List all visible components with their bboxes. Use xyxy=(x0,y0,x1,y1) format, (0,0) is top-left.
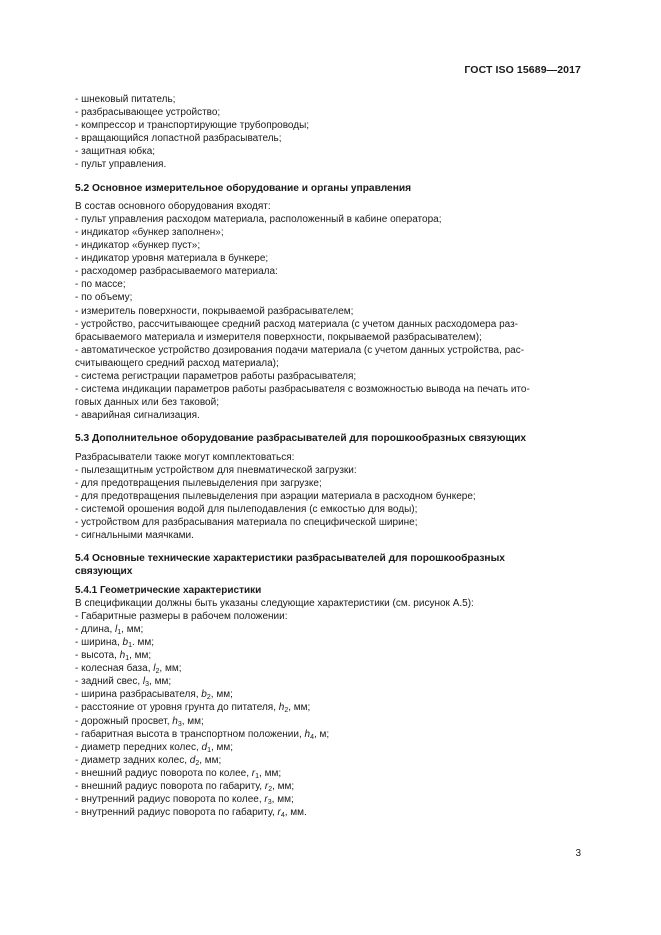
parameter-unit: , мм; xyxy=(288,702,311,714)
list-item: - компрессор и транспортирующие трубопроводы; xyxy=(75,120,310,132)
parameter-unit: , мм; xyxy=(210,741,234,753)
list-item: - для предотвращения пылевыделения при аэрации материала в расходном бункере; xyxy=(75,490,476,502)
parameter-label: - диаметр передних колес, xyxy=(75,741,202,753)
list-item: - измеритель поверхности, покрываемой разбрасывателем; xyxy=(75,305,354,317)
parameter-symbol: d xyxy=(189,754,196,766)
parameter-item xyxy=(75,675,586,688)
parameter-unit: , мм; xyxy=(181,715,204,727)
document-header: ГОСТ ISO 15689—2017 xyxy=(464,64,581,76)
parameter-symbol: r xyxy=(277,807,281,819)
list-item: - шнековый питатель; xyxy=(75,94,176,105)
parameter-item xyxy=(75,728,586,741)
parameter-label: - диаметр задних колес, xyxy=(75,754,190,766)
parameter-symbol: h xyxy=(278,702,285,714)
parameter-unit: , мм; xyxy=(159,663,182,675)
parameter-item xyxy=(75,806,586,819)
list-item: - система индикации параметров работы разбрасывателя с возможностью вывода на печать ито- xyxy=(75,384,530,396)
parameter-label: - дорожный просвет, xyxy=(75,715,173,727)
parameter-unit: , м; xyxy=(314,728,330,740)
list-item: - пульт управления расходом материала, расположенный в кабине оператора; xyxy=(75,213,442,225)
parameter-label: - высота, xyxy=(75,650,120,662)
parameter-subscript: 4 xyxy=(310,733,314,741)
page-number: 3 xyxy=(575,848,581,859)
parameter-symbol: l xyxy=(115,623,118,635)
parameter-label: - колесная база, xyxy=(75,663,154,675)
list-item: - сигнальными маячками. xyxy=(75,530,194,542)
list-item: - индикатор уровня материала в бункере; xyxy=(75,253,269,265)
parameter-item xyxy=(75,767,586,780)
parameter-symbol: r xyxy=(251,767,256,779)
parameter-subscript: 3 xyxy=(145,681,150,689)
parameter-subscript: 1 xyxy=(128,642,132,649)
list-item: - индикатор «бункер заполнен»; xyxy=(75,226,224,238)
parameter-label: - внутренний радиус поворота по габариту, xyxy=(75,807,278,819)
parameter-subscript: 3 xyxy=(267,799,272,807)
parameter-subscript: 2 xyxy=(195,759,200,767)
parameter-unit: , мм; xyxy=(129,650,152,662)
parameter-label: - задний свес, xyxy=(75,676,143,688)
parameter-item xyxy=(75,636,586,649)
parameter-item xyxy=(75,780,586,793)
parameter-symbol: b xyxy=(122,637,129,648)
parameter-item xyxy=(75,741,586,754)
list-item: - устройством для разбрасывания материала по специфической ширине; xyxy=(75,517,418,529)
list-item: - автоматическое устройство дозирования подачи материала (с учетом данных устройства, рас- xyxy=(75,344,525,356)
parameter-label: - ширина разбрасывателя, xyxy=(75,689,202,701)
section-heading-5-3: 5.3 Дополнительное оборудование разбрасывателей для порошкообразных связующих xyxy=(75,433,527,445)
parameter-subscript: 2 xyxy=(268,786,273,794)
section-heading-5-4-cont: связующих xyxy=(75,566,133,578)
parameter-symbol: h xyxy=(304,728,311,740)
parameter-item xyxy=(75,754,586,767)
list-item-continuation: брасываемого материала и измерителя поверхности, покрываемой разбрасывателем); xyxy=(75,331,482,343)
list-item: - аварийная сигнализация. xyxy=(75,410,200,422)
list-item: - по массе; xyxy=(75,279,126,291)
list-item: - расходомер разбрасываемого материала: xyxy=(75,266,278,278)
dimensions-title: - Габаритные размеры в рабочем положении: xyxy=(75,610,288,622)
parameter-unit: , мм. xyxy=(284,807,307,819)
list-item: - индикатор «бункер пуст»; xyxy=(75,240,201,252)
parameter-symbol: h xyxy=(172,715,178,727)
parameter-item xyxy=(75,649,586,662)
parameter-symbol: l xyxy=(142,676,146,688)
list-item: - вращающийся лопастной разбрасыватель; xyxy=(75,133,282,145)
parameter-symbol: r xyxy=(264,781,269,793)
list-item: - защитная юбка; xyxy=(75,146,156,158)
parameter-unit: , мм; xyxy=(149,676,172,688)
parameter-symbol: r xyxy=(264,794,268,806)
parameter-unit: , мм; xyxy=(272,781,295,793)
parameter-subscript: 1 xyxy=(207,746,211,754)
parameter-unit: , мм; xyxy=(210,689,233,701)
parameter-subscript: 4 xyxy=(280,812,285,820)
parameter-label: - ширина, xyxy=(75,637,123,648)
parameter-unit: . мм; xyxy=(131,637,155,648)
parameter-subscript: 2 xyxy=(206,694,211,702)
parameter-item xyxy=(75,623,586,636)
list-a xyxy=(75,93,586,172)
parameter-subscript: 2 xyxy=(284,707,289,715)
parameter-unit: , мм; xyxy=(199,754,222,766)
list-item: - для предотвращения пылевыделения при загрузке; xyxy=(75,477,322,489)
parameter-label: - длина, xyxy=(75,623,116,635)
parameter-subscript: 1 xyxy=(125,655,130,663)
section-intro: Разбрасыватели также могут комплектоваться: xyxy=(75,451,295,463)
parameter-item xyxy=(75,793,586,806)
list-item-continuation: считывающего средний расход материала); xyxy=(75,357,279,369)
parameter-unit: , мм; xyxy=(259,767,282,779)
list-item: - система регистрации параметров работы разбрасывателя; xyxy=(75,370,357,382)
parameter-item xyxy=(75,701,586,714)
parameter-item xyxy=(75,715,586,728)
parameter-label: - внутренний радиус поворота по колее, xyxy=(75,794,265,806)
parameter-symbol: b xyxy=(201,689,207,701)
parameter-subscript: 3 xyxy=(177,720,182,728)
section-intro: В состав основного оборудования входят: xyxy=(75,200,271,212)
parameter-label: - внешний радиус поворота по колее, xyxy=(75,767,252,779)
section-heading-5-2: 5.2 Основное измерительное оборудование и органы управления xyxy=(75,182,412,194)
list-item: - разбрасывающее устройство; xyxy=(75,107,221,119)
parameter-label: - габаритная высота в транспортном положении, xyxy=(75,728,305,740)
parameter-label: - внешний радиус поворота по габариту, xyxy=(75,781,265,793)
list-item: - пульт управления. xyxy=(75,159,167,171)
parameter-item xyxy=(75,688,586,701)
parameter-list xyxy=(75,623,586,819)
parameter-symbol: l xyxy=(153,663,156,675)
parameter-symbol: d xyxy=(201,741,208,753)
list-item: - системой орошения водой для пылеподавления (с емкостью для воды); xyxy=(75,503,418,515)
parameter-unit: , мм; xyxy=(271,794,294,806)
list-item-continuation: говых данных или без таковой; xyxy=(75,397,219,409)
subsection-heading-5-4-1: 5.4.1 Геометрические характеристики xyxy=(75,584,262,596)
list-item: - устройство, рассчитывающее средний расход материала (с учетом данных расходомера раз- xyxy=(75,318,518,330)
parameter-symbol: h xyxy=(119,650,126,662)
parameter-label: - расстояние от уровня грунта до питателя, xyxy=(75,702,279,714)
document-body xyxy=(75,93,586,819)
parameter-item xyxy=(75,662,586,675)
parameter-unit: , мм; xyxy=(121,623,144,635)
section-heading-5-4: 5.4 Основные технические характеристики разбрасывателей для порошкообразных xyxy=(75,553,505,565)
list-item: - по объему; xyxy=(75,292,133,304)
parameter-subscript: 2 xyxy=(155,668,160,676)
list-item: - пылезащитным устройством для пневматической загрузки: xyxy=(75,464,357,476)
parameter-subscript: 1 xyxy=(117,628,122,636)
parameter-subscript: 1 xyxy=(255,772,260,780)
section-intro: В спецификации должны быть указаны следующие характеристики (см. рисунок А.5): xyxy=(75,597,474,609)
